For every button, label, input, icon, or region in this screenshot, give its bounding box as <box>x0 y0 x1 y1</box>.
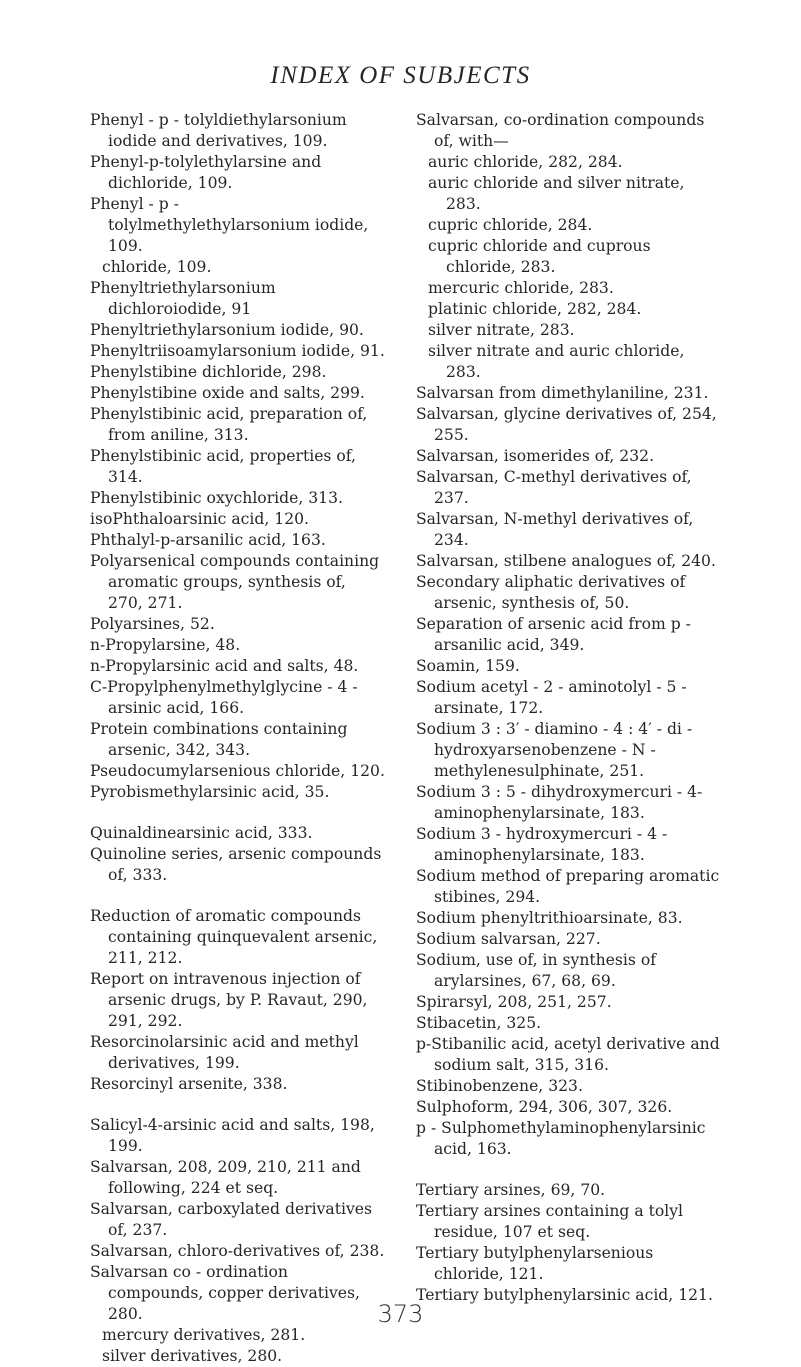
index-entry: Phenyltriethylarsonium dichloroiodide, 91 <box>90 279 276 318</box>
index-entry: Pyrobismethylarsinic acid, 35. <box>90 783 330 801</box>
index-entry: Stibinobenzene, 323. <box>416 1077 583 1095</box>
index-entry: Protein combinations containing arsenic, 342, 343. <box>90 720 348 759</box>
index-entry: Sodium phenyltrithioarsinate, 83. <box>416 909 683 927</box>
index-entry: Tertiary arsines containing a tolyl residue, 107 et seq. <box>416 1202 684 1241</box>
index-entry: Sodium method of preparing aromatic stibines, 294. <box>416 867 720 906</box>
index-subentry: silver nitrate, 283. <box>428 321 575 339</box>
section-gap <box>90 886 385 906</box>
index-entry: Salvarsan, stilbene analogues of, 240. <box>416 552 716 570</box>
index-entry: Phenylstibinic acid, properties of, 314. <box>90 447 356 486</box>
index-subentry: mercuric chloride, 283. <box>428 279 614 297</box>
index-entry: Sodium 3 - hydroxymercuri - 4 - aminophenylarsinate, 183. <box>416 825 668 864</box>
index-entry: Salvarsan, co-ordination compounds of, with— <box>416 111 705 150</box>
page-header: INDEX OF SUBJECTS <box>270 62 531 89</box>
index-entry: Salvarsan, carboxylated derivatives of, 237. <box>90 1200 373 1239</box>
index-entry: Phenylstibinic acid, preparation of, from aniline, 313. <box>90 405 368 444</box>
index-entry: Sodium salvarsan, 227. <box>416 930 601 948</box>
index-entry: Salvarsan, chloro-derivatives of, 238. <box>90 1242 385 1260</box>
index-subentry: auric chloride and silver nitrate, 283. <box>428 174 685 213</box>
index-entry: n-Propylarsine, 48. <box>90 636 241 654</box>
index-entry: Tertiary arsines, 69, 70. <box>416 1181 606 1199</box>
index-entry: Stibacetin, 325. <box>416 1014 542 1032</box>
index-entry: Report on intravenous injection of arsenic drugs, by P. Ravaut, 290, 291, 292. <box>90 970 368 1030</box>
section-gap <box>90 1095 385 1115</box>
index-entry: Polyarsines, 52. <box>90 615 215 633</box>
index-entry: Phenylstibinic oxychloride, 313. <box>90 489 343 507</box>
index-entry: isoPhthaloarsinic acid, 120. <box>90 510 309 528</box>
index-entry: Phenyl - p - tolyldiethylarsonium iodide and derivatives, 109. <box>90 111 347 150</box>
index-entry: Salvarsan, C-methyl derivatives of, 237. <box>416 468 692 507</box>
index-subentry: auric chloride, 282, 284. <box>428 153 623 171</box>
index-entry: Salvarsan from dimethylaniline, 231. <box>416 384 709 402</box>
index-column-left <box>90 110 385 1367</box>
index-entry: Soamin, 159. <box>416 657 520 675</box>
index-subentry: silver nitrate and auric chloride, 283. <box>428 342 685 381</box>
index-entry: Quinaldinearsinic acid, 333. <box>90 824 313 842</box>
index-entry: Separation of arsenic acid from p - arsanilic acid, 349. <box>416 615 691 654</box>
index-entry: Pseudocumylarsenious chloride, 120. <box>90 762 385 780</box>
index-subentry: platinic chloride, 282, 284. <box>428 300 642 318</box>
index-entry: Phenyltriethylarsonium iodide, 90. <box>90 321 364 339</box>
index-entry: C-Propylphenylmethylglycine - 4 - arsinic acid, 166. <box>90 678 358 717</box>
index-entry: Salicyl-4-arsinic acid and salts, 198, 199. <box>90 1116 375 1155</box>
index-entry: Salvarsan, N-methyl derivatives of, 234. <box>416 510 694 549</box>
index-entry: Resorcinyl arsenite, 338. <box>90 1075 288 1093</box>
index-entry: Sodium 3 : 3′ - diamino - 4 : 4′ - di - hydroxyarsenobenzene - N - methylenesulphinate, 251. <box>416 720 693 780</box>
index-entry: Salvarsan, glycine derivatives of, 254, 255. <box>416 405 717 444</box>
page-number: 373 <box>377 1300 424 1328</box>
index-entry: Sodium acetyl - 2 - aminotolyl - 5 - arsinate, 172. <box>416 678 687 717</box>
section-gap <box>416 1160 721 1180</box>
index-entry: Phenyl - p - tolylmethylethylarsonium iodide, 109. <box>90 195 369 255</box>
index-subentry: cupric chloride and cuprous chloride, 283. <box>428 237 651 276</box>
index-entry: Quinoline series, arsenic compounds of, 333. <box>90 845 382 884</box>
index-entry: Tertiary butylphenylarsenious chloride, 121. <box>416 1244 654 1283</box>
index-entry: Phenylstibine oxide and salts, 299. <box>90 384 365 402</box>
index-entry: Salvarsan co - ordination compounds, copper derivatives, 280. <box>90 1263 360 1323</box>
index-entry: Phenyl-p-tolylethylarsine and dichloride, 109. <box>90 153 322 192</box>
index-entry: Polyarsenical compounds containing aromatic groups, synthesis of, 270, 271. <box>90 552 380 612</box>
section-gap <box>90 803 385 823</box>
index-subentry: mercury derivatives, 281. <box>102 1326 306 1344</box>
index-entry: n-Propylarsinic acid and salts, 48. <box>90 657 359 675</box>
index-entry: Phenyltriisoamylarsonium iodide, 91. <box>90 342 385 360</box>
index-subentry: cupric chloride, 284. <box>428 216 593 234</box>
index-subentry: chloride, 109. <box>102 258 212 276</box>
index-entry: Phenylstibine dichloride, 298. <box>90 363 327 381</box>
index-entry: Salvarsan, 208, 209, 210, 211 and following, 224 et seq. <box>90 1158 361 1197</box>
index-entry: p - Sulphomethylaminophenylarsinic acid, 163. <box>416 1119 706 1158</box>
index-entry: Reduction of aromatic compounds containing quinquevalent arsenic, 211, 212. <box>90 907 378 967</box>
index-entry: Resorcinolarsinic acid and methyl derivatives, 199. <box>90 1033 359 1072</box>
index-entry: Tertiary butylphenylarsinic acid, 121. <box>416 1286 713 1304</box>
index-entry: Sodium 3 : 5 - dihydroxymercuri - 4-aminophenylarsinate, 183. <box>416 783 703 822</box>
index-column-right <box>416 110 721 1306</box>
index-entry: Secondary aliphatic derivatives of arsenic, synthesis of, 50. <box>416 573 686 612</box>
index-entry: Phthalyl-p-arsanilic acid, 163. <box>90 531 326 549</box>
index-entry: p-Stibanilic acid, acetyl derivative and sodium salt, 315, 316. <box>416 1035 720 1074</box>
index-entry: Salvarsan, isomerides of, 232. <box>416 447 655 465</box>
index-entry: Spirarsyl, 208, 251, 257. <box>416 993 612 1011</box>
index-entry: Sulphoform, 294, 306, 307, 326. <box>416 1098 673 1116</box>
index-subentry: silver derivatives, 280. <box>102 1347 283 1365</box>
index-entry: Sodium, use of, in synthesis of arylarsines, 67, 68, 69. <box>416 951 657 990</box>
